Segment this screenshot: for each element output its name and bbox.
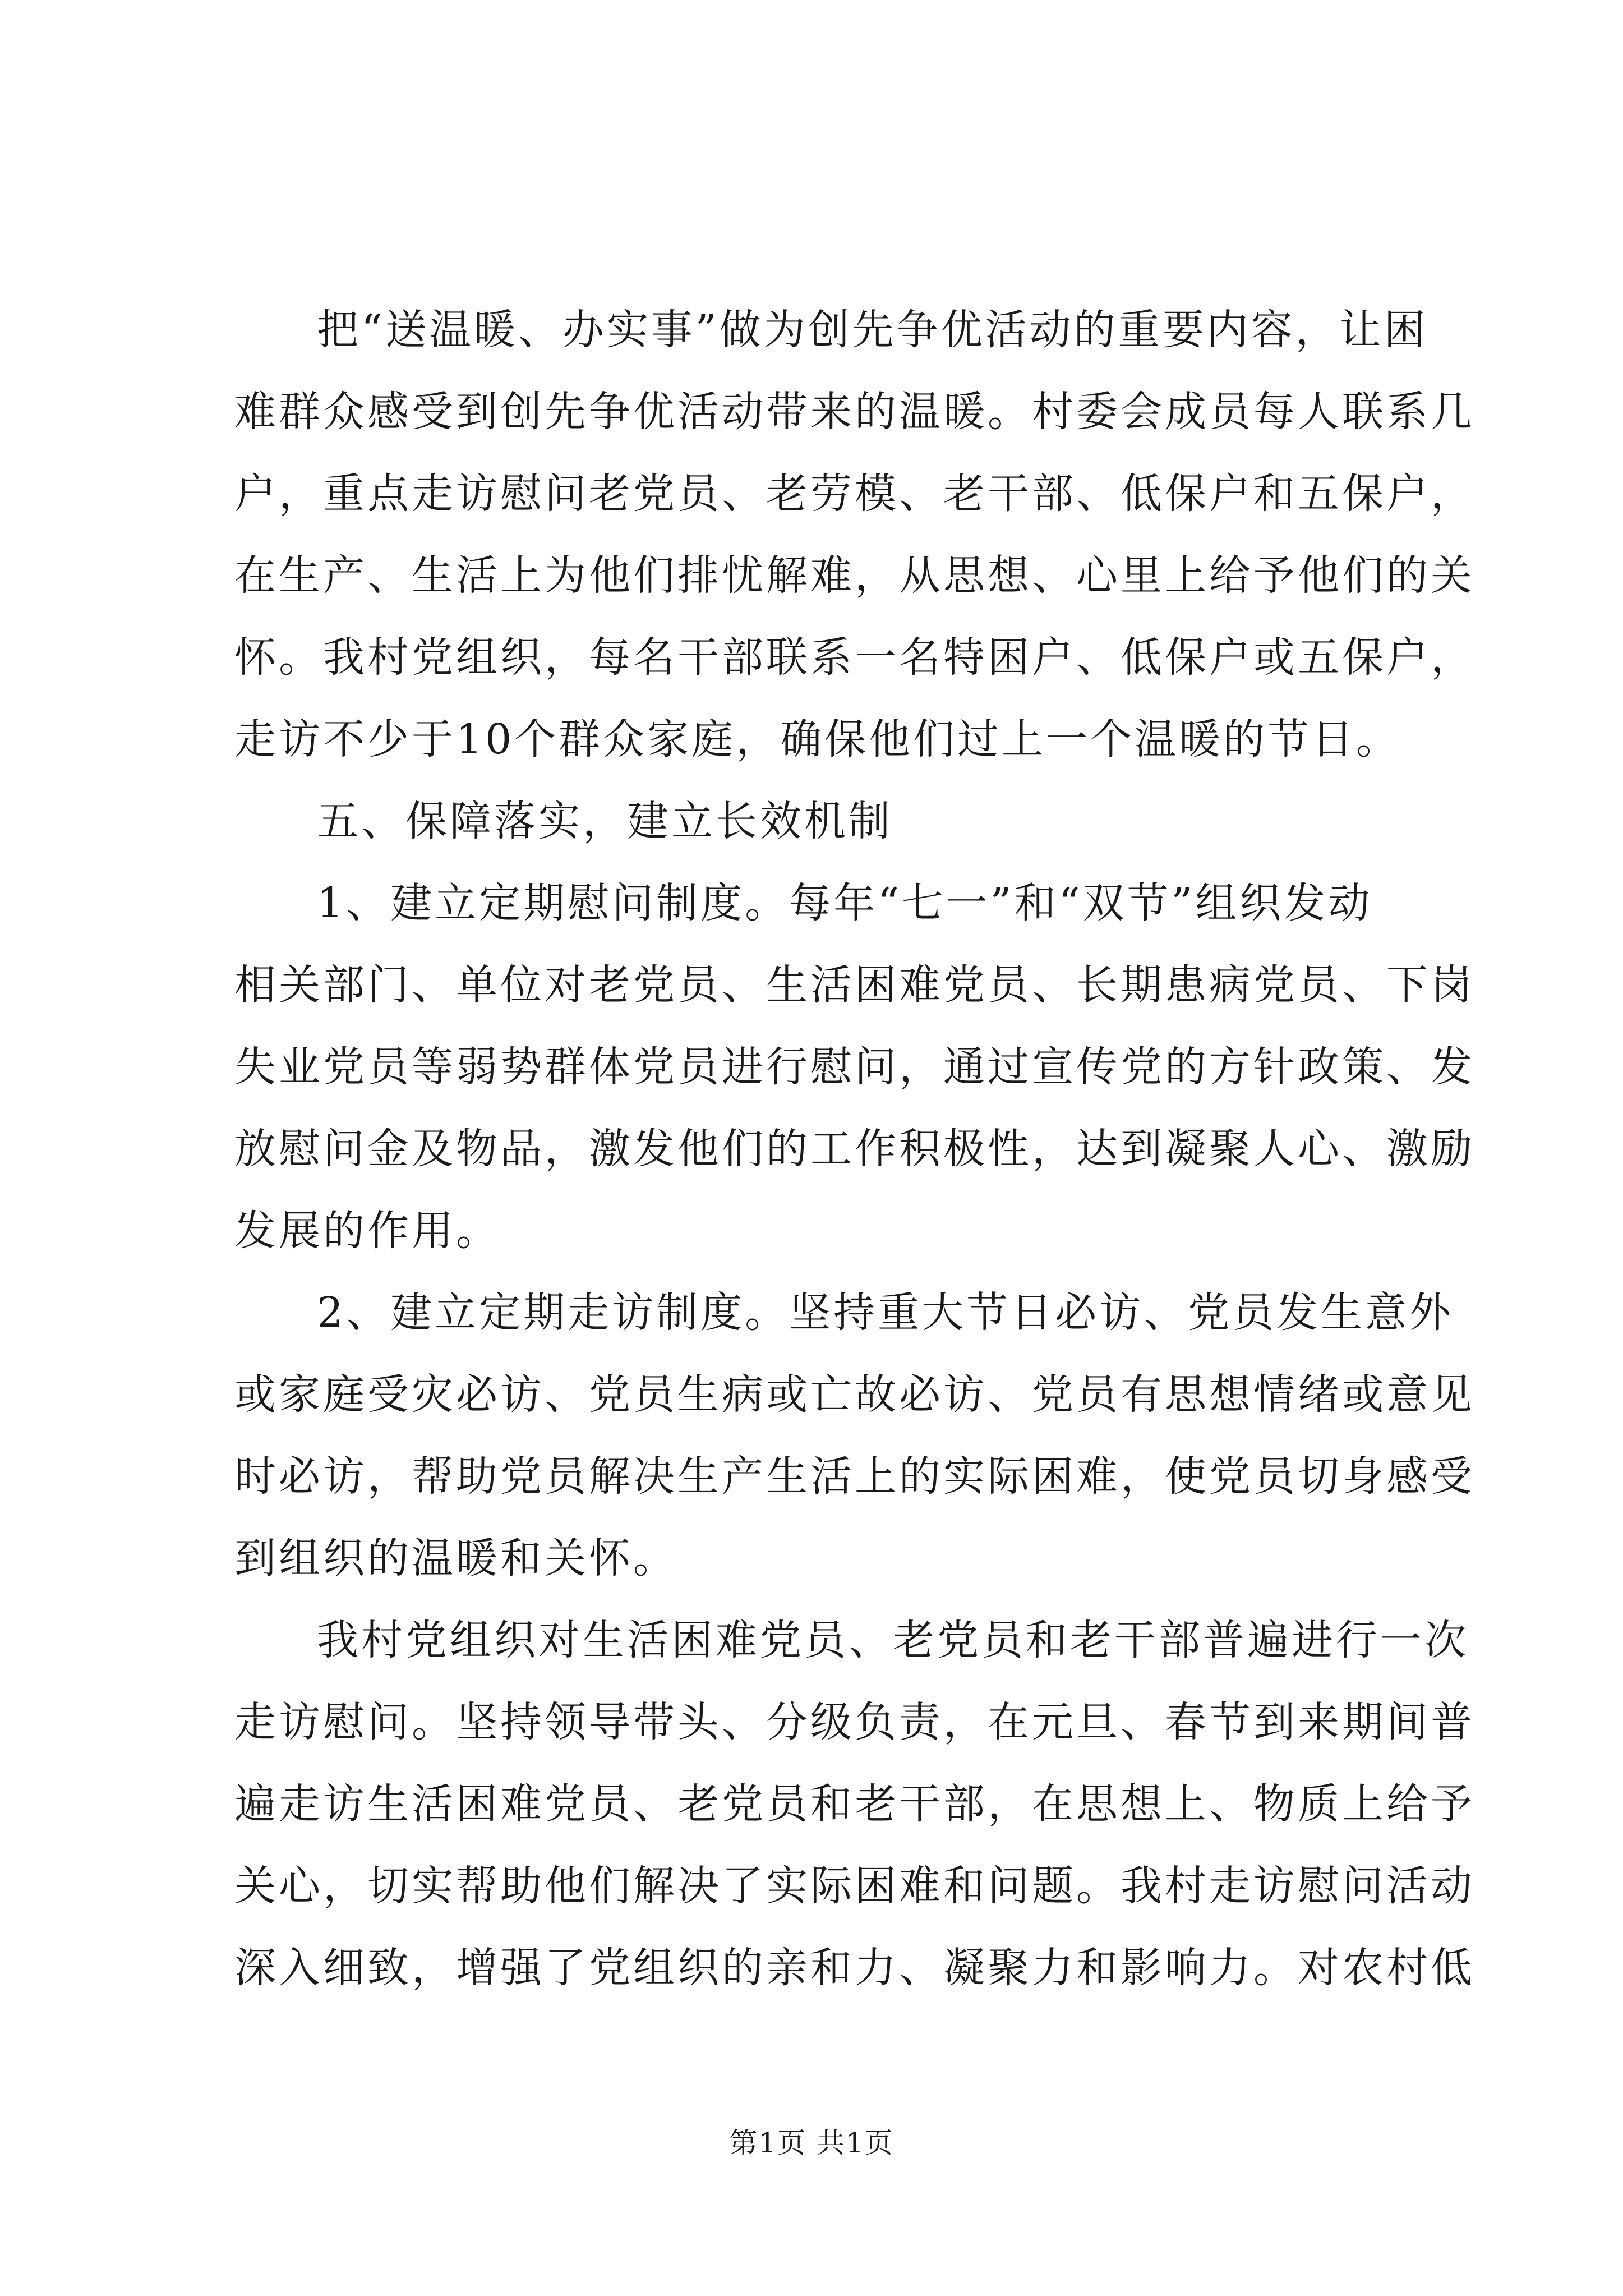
text-line: 关心，切实帮助他们解决了实际困难和问题。我村走访慰问活动	[234, 1862, 1475, 1910]
text-line: 深入细致，增强了党组织的亲和力、凝聚力和影响力。对农村低	[234, 1944, 1475, 1992]
text-line: 走访不少于10个群众家庭，确保他们过上一个温暖的节日。	[234, 715, 1401, 763]
text-line: 在生产、生活上为他们排忧解难，从思想、心里上给予他们的关	[234, 551, 1475, 600]
text-line: 户，重点走访慰问老党员、老劳模、老干部、低保户和五保户，	[234, 470, 1475, 518]
text-line: 把“送温暖、办实事”做为创先争优活动的重要内容，让困	[317, 306, 1428, 354]
text-line: 遍走访生活困难党员、老党员和老干部，在思想上、物质上给予	[234, 1780, 1475, 1828]
text-line: 或家庭受灾必访、党员生病或亡故必访、党员有思想情绪或意见	[234, 1370, 1475, 1419]
text-line: 2、建立定期走访制度。坚持重大节日必访、党员发生意外	[317, 1289, 1454, 1337]
text-line: 发展的作用。	[234, 1207, 500, 1255]
text-line: 失业党员等弱势群体党员进行慰问，通过宣传党的方针政策、发	[234, 1043, 1475, 1091]
text-line: 难群众感受到创先争优活动带来的温暖。村委会成员每人联系几	[234, 388, 1475, 436]
text-line: 走访慰问。坚持领导带头、分级负责，在元旦、春节到来期间普	[234, 1698, 1475, 1746]
page-footer	[0, 2123, 1623, 2162]
page-number: 第1页 共1页	[729, 2127, 894, 2159]
text-line: 放慰问金及物品，激发他们的工作积极性，达到凝聚人心、激励	[234, 1125, 1475, 1173]
text-line: 相关部门、单位对老党员、生活困难党员、长期患病党员、下岗	[234, 961, 1475, 1009]
section-heading: 五、保障落实，建立长效机制	[317, 797, 893, 845]
text-line: 我村党组织对生活困难党员、老党员和老干部普遍进行一次	[317, 1616, 1469, 1664]
text-line: 时必访，帮助党员解决生产生活上的实际困难，使党员切身感受	[234, 1452, 1475, 1501]
text-line: 1、建立定期慰问制度。每年“七一”和“双节”组织发动	[317, 879, 1373, 927]
text-line: 到组织的温暖和关怀。	[234, 1534, 677, 1582]
document-body	[234, 289, 1475, 2009]
text-line: 怀。我村党组织，每名干部联系一名特困户、低保户或五保户，	[234, 633, 1475, 682]
